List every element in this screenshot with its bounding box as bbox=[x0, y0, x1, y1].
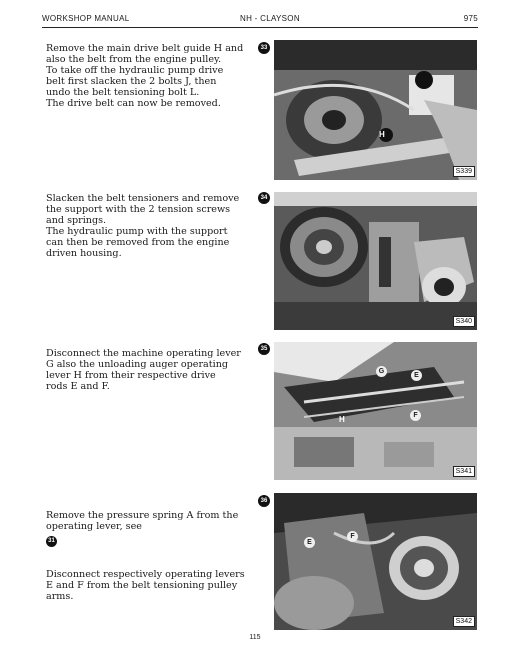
step-33-badge: 33 bbox=[258, 42, 270, 54]
step-36-photo bbox=[274, 493, 477, 630]
step-33-photo bbox=[274, 40, 477, 180]
step-33-label-h: H bbox=[379, 130, 385, 139]
header-rule bbox=[42, 27, 478, 28]
step-35-label-e: E bbox=[411, 370, 422, 381]
step-36-text-after: Disconnect respectively operating levers E and F from the belt tensioning pulley arms. bbox=[46, 569, 245, 602]
step-35-label-f: F bbox=[410, 410, 421, 421]
step-35-photo bbox=[274, 342, 477, 480]
page-header bbox=[42, 14, 478, 26]
step-35-photo-code: S341 bbox=[453, 466, 475, 477]
step-36-ref-badge: 31 bbox=[46, 536, 57, 547]
header-manual-number: 975 bbox=[463, 14, 478, 23]
step-36-text bbox=[46, 499, 256, 602]
step-36-photo-code: S342 bbox=[453, 616, 475, 627]
step-35-text: Disconnect the machine operating lever G also the unloading auger operating lever H from their respective drive rods E and F. bbox=[46, 348, 241, 392]
step-33-photo-code: S339 bbox=[453, 166, 475, 177]
step-36-label-f: F bbox=[347, 531, 358, 542]
step-36-label-e: E bbox=[304, 537, 315, 548]
step-34-text: Slacken the belt tensioners and remove the support with the 2 tension screws and springs. The hydraulic pump with the support can then be removed from the engine driven housing. bbox=[46, 193, 240, 259]
step-34-photo bbox=[274, 192, 477, 330]
step-36-text-before: Remove the pressure spring A from the operating lever, see bbox=[46, 510, 239, 532]
step-33-text: Remove the main drive belt guide H and also the belt from the engine pulley. To take off the hydraulic pump drive belt first slacken the 2 bolts J, then undo the belt tensioning bolt L. The drive belt can now be removed. bbox=[46, 43, 244, 109]
header-manual-title: WORKSHOP MANUAL bbox=[42, 14, 130, 23]
header-brand: NH - CLAYSON bbox=[240, 14, 300, 23]
step-36-badge: 36 bbox=[258, 495, 270, 507]
step-35-badge: 35 bbox=[258, 343, 270, 355]
step-34-photo-code: S340 bbox=[453, 316, 475, 327]
page-number: 115 bbox=[249, 634, 261, 641]
step-34-badge: 34 bbox=[258, 192, 270, 204]
step-35-label-g: G bbox=[376, 366, 387, 377]
step-35-label-h: H bbox=[339, 415, 345, 424]
